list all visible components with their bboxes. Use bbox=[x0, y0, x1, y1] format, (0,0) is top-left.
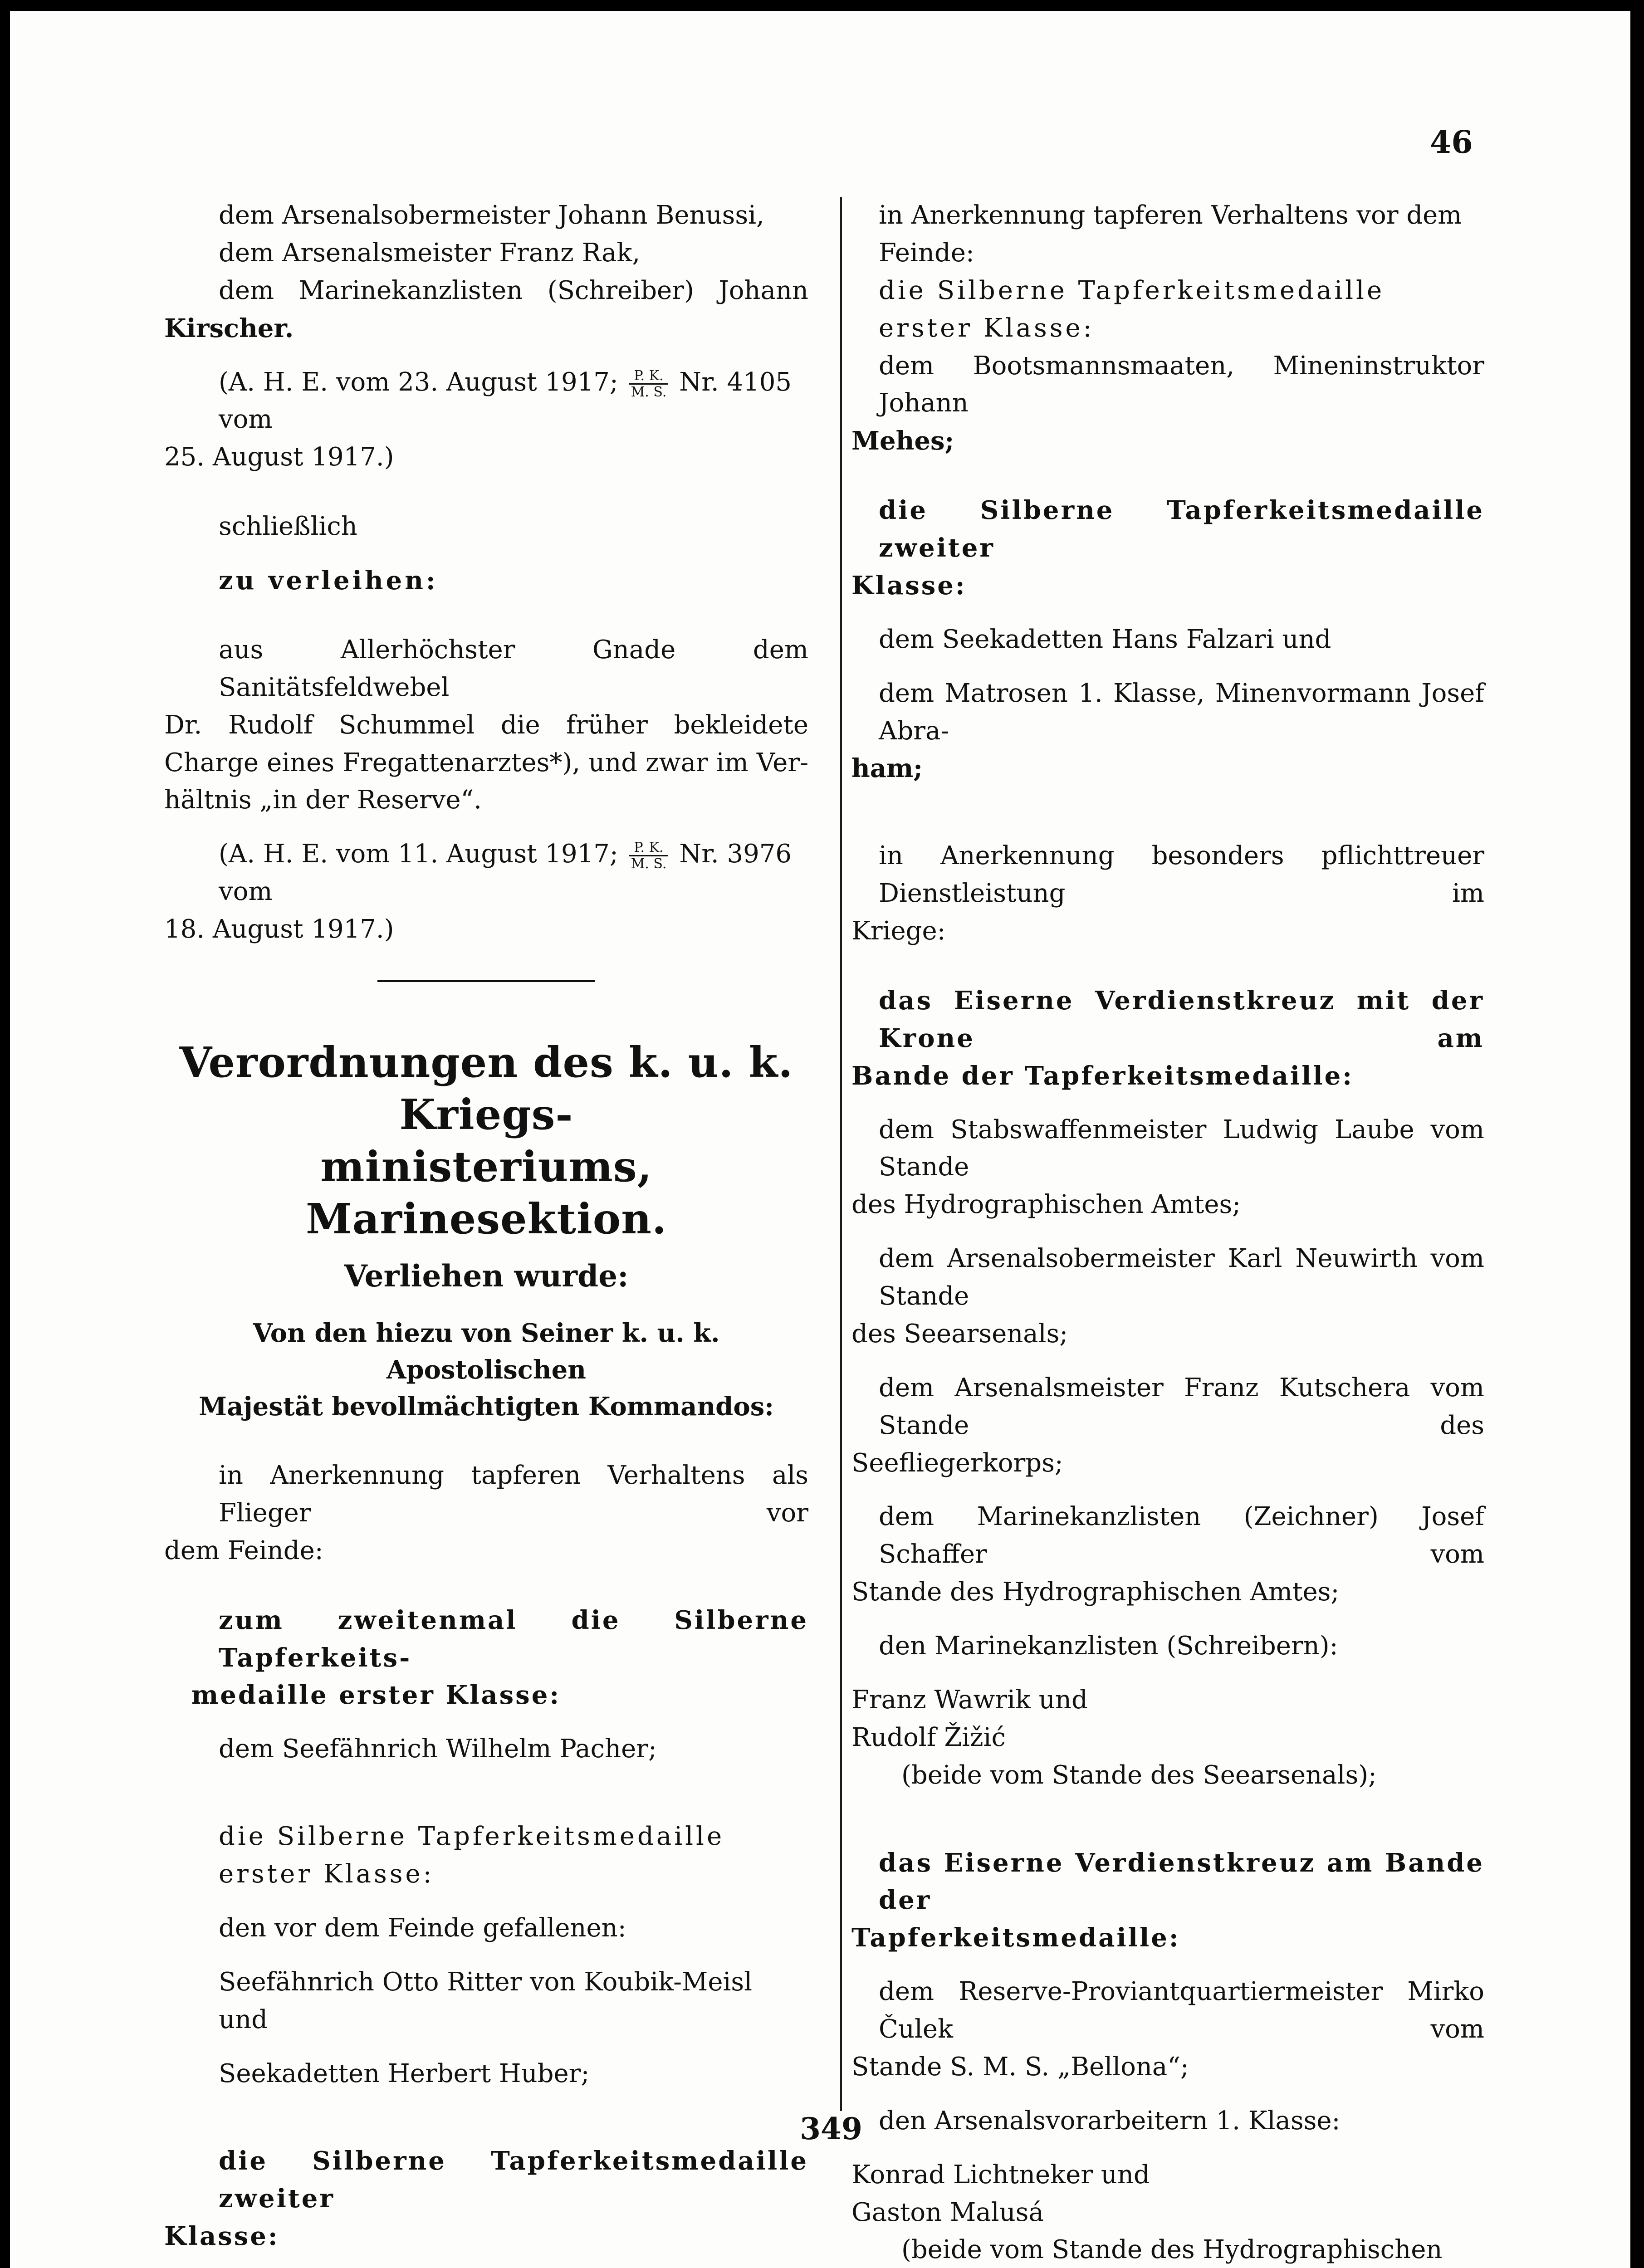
culek-line2: Stande S. M. S. „Bellona“; bbox=[851, 2052, 1189, 2082]
silberne-zweiter-right-line1: die Silberne Tapferkeitsmedaille zweiter bbox=[879, 495, 1484, 563]
pflichttreu-line1: in Anerkennung besonders pflichttreuer Dienstleistung im bbox=[879, 841, 1484, 909]
zweitenmal-line1: zum zweitenmal die Silberne Tapferkeits- bbox=[219, 1605, 808, 1673]
gnade-line4: hältnis „in der Reserve“. bbox=[164, 785, 482, 815]
reference-1-fraction bbox=[629, 368, 669, 400]
falzari: dem Seekadetten Hans Falzari und bbox=[879, 624, 1331, 654]
reference-1-text: (A. H. E. vom 23. August 1917; bbox=[219, 367, 618, 397]
kutschera-line1: dem Arsenalsmeister Franz Kutschera vom Stande des bbox=[879, 1373, 1484, 1440]
lichtneker: Konrad Lichtneker und bbox=[851, 2160, 1150, 2190]
section-title-line2: ministeriums, Marinesektion. bbox=[305, 1142, 667, 1243]
gnade-line2: Dr. Rudolf Schummel die früher bekleidete bbox=[164, 710, 808, 740]
silberne-zweiter-right-line2: Klasse: bbox=[851, 570, 967, 601]
reference-1 bbox=[164, 364, 808, 439]
reference-2-text: (A. H. E. vom 11. August 1917; bbox=[219, 839, 618, 869]
reference-2-number: Nr. 3976 vom bbox=[219, 839, 792, 907]
section-title-line1: Verordnungen des k. u. k. Kriegs- bbox=[179, 1037, 793, 1139]
left-column bbox=[164, 197, 808, 2268]
huber: Seekadetten Herbert Huber; bbox=[219, 2058, 590, 2088]
section-title bbox=[164, 1036, 808, 1245]
zu-verleihen: zu verleihen: bbox=[219, 566, 438, 596]
document-page bbox=[10, 11, 1630, 2268]
fraction-denominator: M. S. bbox=[631, 856, 667, 872]
laube-line1: dem Stabswaffenmeister Ludwig Laube vom Stande bbox=[879, 1114, 1484, 1182]
vorarbeitern: den Arsenalsvorarbeitern 1. Klasse: bbox=[879, 2106, 1341, 2136]
flieger-line1: in Anerkennung tapferen Verhaltens als Flieger vor bbox=[219, 1461, 808, 1528]
beide-seearsenal: (beide vom Stande des Seearsenals); bbox=[901, 1760, 1377, 1790]
recipient-benussi: dem Arsenalsobermeister Johann Benussi, bbox=[219, 200, 764, 230]
reference-2-date: 18. August 1917.) bbox=[164, 914, 394, 944]
verliehen-heading: Verliehen wurde: bbox=[344, 1258, 629, 1294]
reference-1-date: 25. August 1917.) bbox=[164, 442, 394, 472]
beide-hydro: (beide vom Stande des Hydrographischen bbox=[901, 2235, 1443, 2265]
kommando-line2: Majestät bevollmächtigten Kommandos: bbox=[199, 1391, 774, 1422]
pflichttreu-line2: Kriege: bbox=[851, 916, 946, 946]
recipient-kirscher-line2: Kirscher. bbox=[164, 313, 294, 343]
recipient-rak: dem Arsenalsmeister Franz Rak, bbox=[219, 238, 641, 268]
abraham-line1: dem Matrosen 1. Klasse, Minenvormann Josef Abra- bbox=[879, 678, 1484, 746]
mehes-line2: Mehes; bbox=[851, 426, 954, 456]
reference-1-number: Nr. 4105 vom bbox=[219, 367, 792, 435]
eiserne-krone-line1: das Eiserne Verdienstkreuz mit der Krone am bbox=[879, 985, 1484, 1053]
silberne-erster-left: die Silberne Tapferkeitsmedaille erster Klasse: bbox=[219, 1822, 725, 1889]
recipient-kirscher-line1: dem Marinekanzlisten (Schreiber) Johann bbox=[219, 275, 808, 305]
flieger-line2: dem Feinde: bbox=[164, 1535, 323, 1565]
pacher: dem Seefähnrich Wilhelm Pacher; bbox=[219, 1734, 657, 1764]
page-number-top: 46 bbox=[1430, 124, 1473, 161]
eiserne-band-line1: das Eiserne Verdienstkreuz am Bande der bbox=[879, 1848, 1484, 1916]
mehes-line1: dem Bootsmannsmaaten, Mineninstruktor Johann bbox=[879, 351, 1484, 418]
laube-line2: des Hydrographischen Amtes; bbox=[851, 1190, 1241, 1220]
schliesslich: schließlich bbox=[219, 512, 357, 542]
right-column bbox=[851, 197, 1484, 2268]
schaffer-line1: dem Marinekanzlisten (Zeichner) Josef Schaffer vom bbox=[879, 1502, 1484, 1569]
zizic: Rudolf Žižić bbox=[851, 1722, 1006, 1752]
neuwirth-line2: des Seearsenals; bbox=[851, 1319, 1068, 1349]
silberne-zweiter-left-line2: Klasse: bbox=[164, 2221, 279, 2252]
malusa: Gaston Malusá bbox=[851, 2197, 1044, 2227]
section-divider bbox=[377, 980, 595, 982]
anerkennung-tapfer: in Anerkennung tapferen Verhaltens vor dem Feinde: bbox=[879, 200, 1462, 268]
koubik-meisl: Seefähnrich Otto Ritter von Koubik-Meisl und bbox=[219, 1967, 753, 2034]
gnade-line3: Charge eines Fregattenarztes*), und zwar im Ver- bbox=[164, 748, 808, 777]
kommando-heading bbox=[164, 1315, 808, 1426]
reference-2-fraction bbox=[629, 840, 669, 871]
reference-2 bbox=[164, 836, 808, 911]
zweitenmal-line2: medaille erster Klasse: bbox=[191, 1680, 561, 1711]
wawrik: Franz Wawrik und bbox=[851, 1685, 1088, 1715]
fraction-numerator: P. K. bbox=[629, 840, 669, 856]
gnade-line1: aus Allerhöchster Gnade dem Sanitätsfeldwebel bbox=[219, 635, 808, 702]
silberne-zweiter-left-line1: die Silberne Tapferkeitsmedaille zweiter bbox=[219, 2146, 808, 2214]
silberne-erster-right: die Silberne Tapferkeitsmedaille erster Klasse: bbox=[879, 275, 1385, 343]
kanzlisten-schreiber: den Marinekanzlisten (Schreibern): bbox=[879, 1631, 1338, 1661]
eiserne-krone-line2: Bande der Tapferkeitsmedaille: bbox=[851, 1061, 1354, 1091]
abraham-line2: ham; bbox=[851, 753, 923, 784]
column-divider bbox=[840, 197, 842, 2111]
schaffer-line2: Stande des Hydrographischen Amtes; bbox=[851, 1577, 1340, 1607]
kutschera-line2: Seefliegerkorps; bbox=[851, 1448, 1063, 1478]
gefallenen: den vor dem Feinde gefallenen: bbox=[219, 1913, 626, 1943]
eiserne-band-line2: Tapferkeitsmedaille: bbox=[851, 1923, 1180, 1953]
culek-line1: dem Reserve-Proviantquartiermeister Mirko Čulek vom bbox=[879, 1977, 1484, 2044]
fraction-denominator: M. S. bbox=[631, 384, 667, 400]
page-number-bottom: 349 bbox=[800, 2111, 862, 2146]
kommando-line1: Von den hiezu von Seiner k. u. k. Apostolischen bbox=[253, 1318, 720, 1385]
fraction-numerator: P. K. bbox=[629, 368, 669, 385]
neuwirth-line1: dem Arsenalsobermeister Karl Neuwirth vom Stande bbox=[879, 1244, 1484, 1311]
